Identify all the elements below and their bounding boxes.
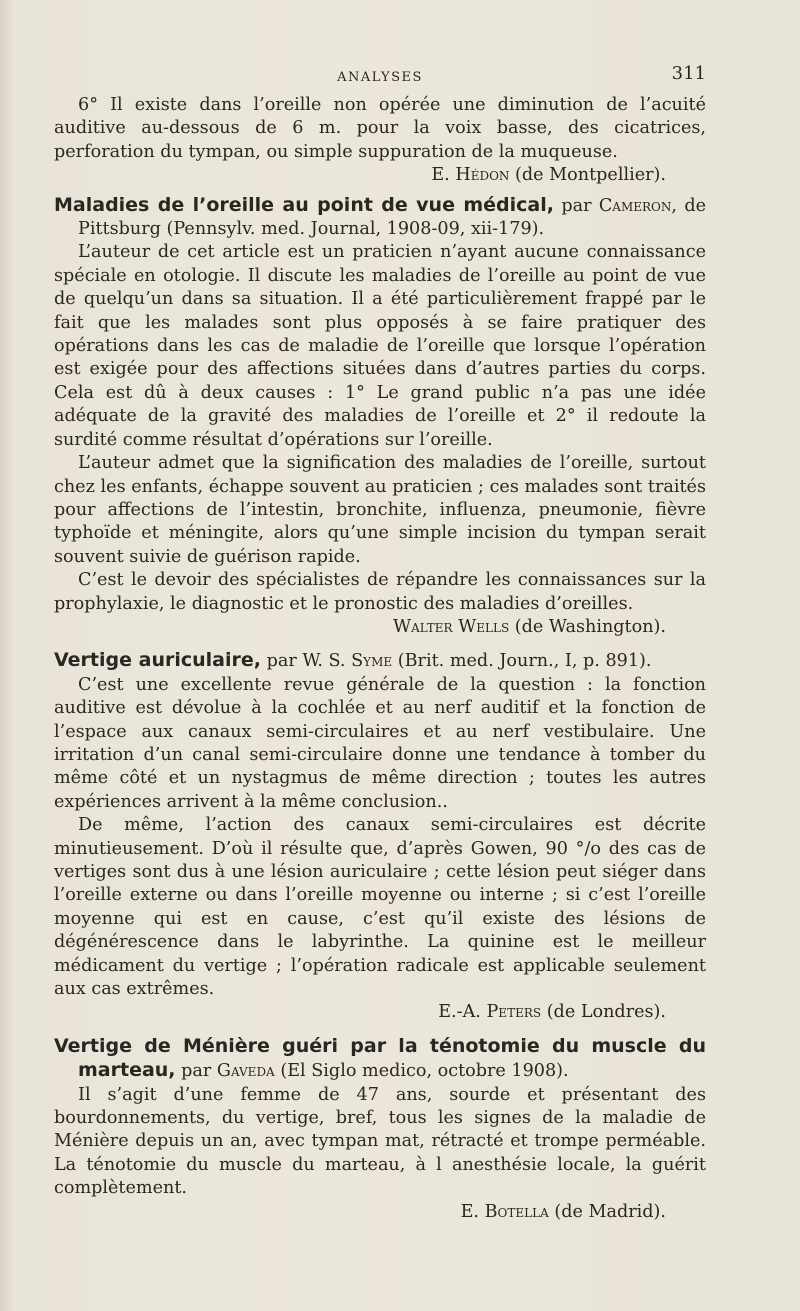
article-paragraph: De même, l’action des canaux semi-circulaires est décrite minutieusement. D’où il résulte que, d’après Gowen, 90 °/o des cas de vertiges sont dus à une lésion auriculaire ; cette lésion peut siéger dans l’oreille externe ou dans l’oreille moyenne ou interne ; si c’est l’oreille moyenne qui est en cause, c’est qu’il existe des lésions de dégénérescence dans le labyrinthe. La quinine est le meilleur médicament du vertige ; l’opération radicale est applicable seulement aux cas extrêmes.: [54, 815, 706, 1000]
byline-prefix: par: [561, 195, 592, 216]
signature-name: E. Botella: [460, 1201, 549, 1222]
page-number: 311: [671, 63, 706, 84]
article-author: Syme: [351, 651, 393, 672]
article-heading: Vertige de Ménière guéri par la ténotomie du muscle du marteau,: [54, 1034, 706, 1082]
article-author: Cameron,: [598, 195, 677, 216]
article-title-line: [54, 1035, 706, 1084]
article-paragraph: L’auteur admet que la signification des maladies de l’oreille, surtout chez les enfants, échappe souvent au praticien ; ces malades sont traités pour affections de l’intestin, bronchite, influenza, pneumonie, fièvre typhoïde et méningite, alors qu’une simple incision du tympan serait souvent suivie de guérison rapide.: [54, 453, 706, 567]
signature-name: E. Hédon: [431, 165, 510, 186]
running-head-title: ANALYSES: [337, 70, 423, 85]
intro-paragraph: 6° Il existe dans l’oreille non opérée une diminution de l’acuité auditive au-dessous de 6 m. pour la voix basse, des cicatrices, perforation du tympan, ou simple suppuration de la muqueuse.: [54, 95, 706, 162]
article-source: (El Siglo medico, octobre 1908).: [280, 1061, 569, 1082]
article-author: Gaveda: [216, 1061, 275, 1082]
article-signature: [54, 1201, 706, 1224]
signature-place: (de Washington).: [514, 616, 666, 637]
article-title-line: [54, 194, 706, 242]
article-signature: [54, 616, 706, 639]
signature-place: (de Madrid).: [554, 1201, 666, 1222]
signature-name: Walter Wells: [393, 616, 510, 637]
article-source: (Brit. med. Journ., I, p. 891).: [397, 651, 652, 672]
article-paragraph: C’est le devoir des spécialistes de répandre les connaissances sur la prophylaxie, le diagnostic et le pronostic des maladies d’oreilles.: [54, 570, 706, 614]
byline-prefix: par: [181, 1061, 212, 1082]
page-content: [54, 60, 706, 1224]
article-heading: Vertige auriculaire,: [54, 649, 261, 672]
article-meniere: [54, 1035, 706, 1224]
article-title-line: [54, 649, 706, 673]
signature-place: (de Londres).: [546, 1002, 666, 1023]
running-head: [54, 60, 706, 90]
article-paragraph: Il s’agit d’une femme de 47 ans, sourde et présentant des bourdonnements, du vertige, bref, tous les signes de la maladie de Ménière depuis un an, avec tympan mat, rétracté et trompe perméable. La ténotomie du muscle du marteau, à l anesthésie locale, la guérit complètement.: [54, 1084, 706, 1199]
signature-place: (de Montpellier).: [515, 165, 666, 186]
article-paragraph: C’est une excellente revue générale de la question : la fonction auditive est dévolue à la cochlée et au nerf auditif et la fonction de l’espace aux canaux semi-circulaires et au nerf vestibulaire. Une irritation d’un canal semi-circulaire donne une tendance à tomber du même côté et un nystagmus de même direction ; toutes les autres expériences arrivent à la même conclusion..: [54, 674, 706, 812]
article-paragraph: L’auteur de cet article est un praticien n’ayant aucune connaissance spéciale en otologie. Il discute les maladies de l’oreille au point de vue de quelqu’un dans sa situation. Il a été particulièrement frappé par le fait que les malades sont plus opposés à se faire pratiquer des opérations dans les cas de maladie de l’oreille que lorsque l’opération est exigée pour des affections situées dans d’autres parties du corps. Cela est dû à deux causes : 1° Le grand public n’a pas une idée adéquate de la gravité des maladies de l’oreille et 2° il redoute la surdité comme résultat d’opérations sur l’oreille.: [54, 242, 706, 450]
article-vertigo-auricular: [54, 649, 706, 1025]
article-signature: [54, 1001, 706, 1024]
article-heading: Maladies de l’oreille au point de vue médical,: [54, 193, 554, 216]
article-source: de Pittsburg (Pennsylv. med. Journal, 1908-09, xii-179).: [78, 195, 707, 240]
byline-prefix: par W. S.: [266, 651, 346, 672]
article-ear-diseases: [54, 194, 706, 640]
intro-signature: [54, 164, 706, 187]
signature-name: E.-A. Peters: [438, 1002, 542, 1023]
